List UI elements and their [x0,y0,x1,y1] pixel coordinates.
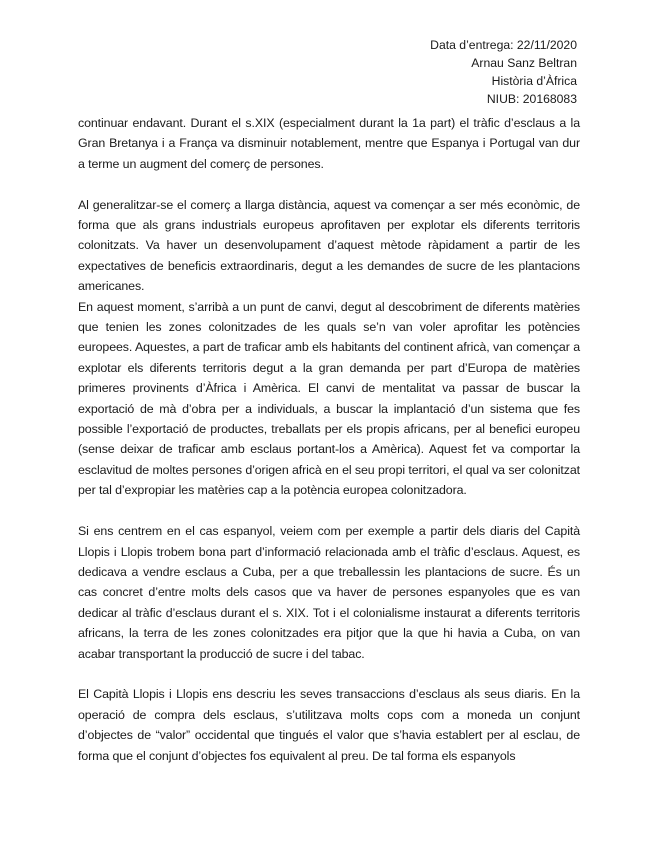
document-body [78,113,580,766]
paragraph: continuar endavant. Durant el s.XIX (especialment durant la 1a part) el tràfic d’esclaus a la Gran Bretanya i a França va disminuir notablement, mentre que Espanya i Portugal van dur a terme un augment del comerç de persones. [78,116,580,171]
author-name: Arnau Sanz Beltran [471,56,577,70]
paragraph: Si ens centrem en el cas espanyol, veiem com per exemple a partir dels diaris del Capità Llopis i Llopis trobem bona part d’informació relacionada amb el tràfic d’esclaus. Aquest, es dedicava a vendre esclaus a Cuba, per a que treballessin les plantacions de sucre. És un cas concret d’entre molts dels casos que va haver de persones espanyoles que es van dedicar al tràfic d’esclaus durant el s. XIX. Tot i el colonialisme instaurat a diferents territoris africans, la terra de les zones colonitzades era pitjor que la que hi havia a Cuba, on van acabar transportant la producció de sucre i del tabac. [78,524,580,661]
course-name: Història d’Àfrica [491,74,577,88]
paragraph: El Capità Llopis i Llopis ens descriu les seves transaccions d’esclaus als seus diaris. En la operació de compra dels esclaus, s’utilitzava molts cops com a moneda un conjunt d’objectes de “valor” occidental que tingués el valor que s’havia establert per al esclau, de forma que el conjunt d’objectes fos equivalent al preu. De tal forma els espanyols [78,687,580,763]
paragraph: En aquest moment, s’arribà a un punt de canvi, degut al descobriment de diferents matèries que tenien les zones colonitzades de les quals se’n van voler aprofitar les potències europees. Aquestes, a part de traficar amb els habitants del continent africà, van començar a explotar els diferents territoris degut a la gran demanda per part d’Europa de matèries primeres provinents d’Àfrica i Amèrica. El canvi de mentalitat va passar de buscar la exportació de mà d’obra per a individuals, a buscar la implantació d’un sistema que fes possible l’exportació de productes, treballats per els propis africans, per al benefici europeu (sense deixar de traficar amb esclaus portant-los a Amèrica). Aquest fet va comportar la esclavitud de moltes persones d’origen africà en el seu propi territori, el qual va ser colonitzat per tal d’expropiar les matèries cap a la potència europea colonitzadora. [78,299,580,498]
student-niub: NIUB: 20168083 [486,92,577,106]
delivery-date: Data d’entrega: 22/11/2020 [430,38,577,52]
paragraph: Al generalitzar-se el comerç a llarga distància, aquest va començar a ser més econòmic, de forma que als grans industrials europeus aprofitaven per explotar els diferents territoris colonitzats. Va haver un desenvolupament d’aquest mètode ràpidament a partir de les expectatives de beneficis extraordinaris, degut a les demandes de sucre de les plantacions americanes. [78,197,580,294]
document-header [430,36,577,108]
